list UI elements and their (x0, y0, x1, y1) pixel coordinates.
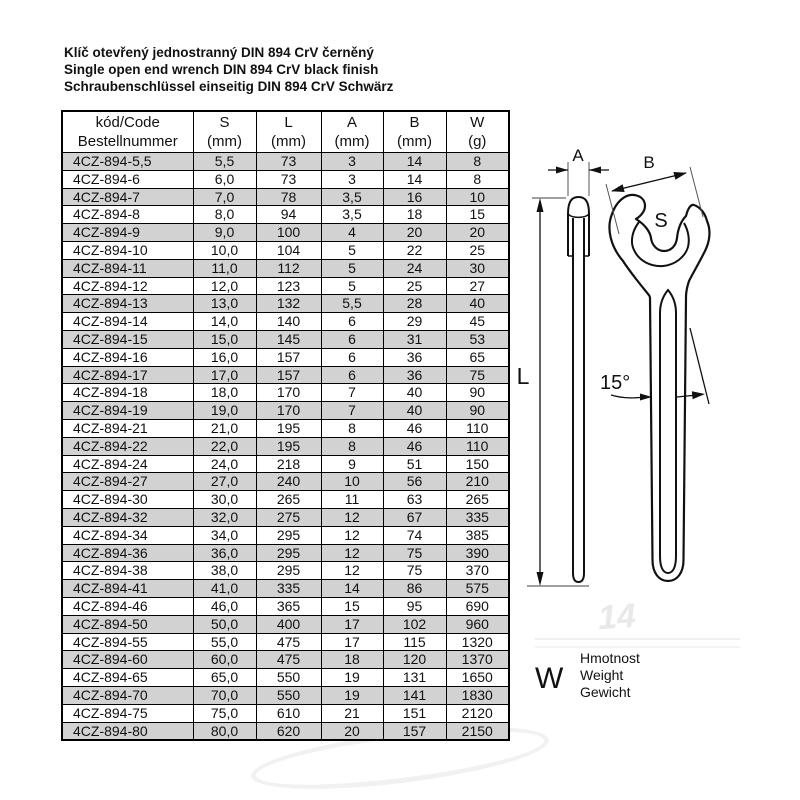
cell-l: 73 (256, 153, 321, 171)
arrowhead (589, 167, 601, 174)
cell-w: 8 (446, 170, 509, 188)
cell-b: 46 (383, 437, 446, 455)
wrench-side-view (568, 197, 589, 582)
table-row (62, 615, 509, 633)
cell-b: 36 (383, 366, 446, 384)
cell-l: 240 (256, 473, 321, 491)
cell-l: 275 (256, 508, 321, 526)
cell-s: 70,0 (193, 686, 256, 704)
cell-b: 46 (383, 419, 446, 437)
cell-b: 131 (383, 669, 446, 687)
cell-l: 475 (256, 633, 321, 651)
cell-s: 24,0 (193, 455, 256, 473)
cell-l: 132 (256, 295, 321, 313)
cell-l: 550 (256, 669, 321, 687)
angle-label: 15° (600, 372, 631, 394)
cell-l: 145 (256, 330, 321, 348)
cell-b: 14 (383, 170, 446, 188)
cell-code: 4CZ-894-34 (62, 526, 193, 544)
cell-s: 6,0 (193, 170, 256, 188)
dimension-l (517, 198, 589, 586)
cell-code: 4CZ-894-8 (62, 206, 193, 224)
table-row (62, 402, 509, 420)
cell-w: 2120 (446, 704, 509, 722)
cell-code: 4CZ-894-6 (62, 170, 193, 188)
cell-s: 21,0 (193, 419, 256, 437)
dim-a-label: A (572, 146, 584, 165)
table-row (62, 722, 509, 740)
title-german: Schraubenschlüssel einseitig DIN 894 CrV Schwärz (64, 79, 394, 94)
cell-a: 5 (321, 259, 383, 277)
dim-b-label: B (643, 153, 655, 172)
weight-legend-german: Gewicht (580, 684, 631, 700)
cell-w: 370 (446, 562, 509, 580)
cell-l: 475 (256, 651, 321, 669)
cell-code: 4CZ-894-21 (62, 419, 193, 437)
cell-code: 4CZ-894-75 (62, 704, 193, 722)
table-row (62, 419, 509, 437)
cell-s: 50,0 (193, 615, 256, 633)
table-row (62, 651, 509, 669)
cell-a: 15 (321, 597, 383, 615)
cell-l: 170 (256, 384, 321, 402)
cell-b: 102 (383, 615, 446, 633)
table-row (62, 669, 509, 687)
table-row (62, 295, 509, 313)
cell-w: 8 (446, 153, 509, 171)
cell-b: 40 (383, 384, 446, 402)
weight-legend-english: Weight (580, 667, 624, 683)
cell-a: 12 (321, 562, 383, 580)
table-row (62, 437, 509, 455)
cell-a: 12 (321, 544, 383, 562)
cell-a: 8 (321, 437, 383, 455)
cell-b: 74 (383, 526, 446, 544)
cell-a: 4 (321, 224, 383, 242)
cell-a: 3,5 (321, 206, 383, 224)
cell-code: 4CZ-894-7 (62, 188, 193, 206)
cell-l: 157 (256, 366, 321, 384)
cell-l: 365 (256, 597, 321, 615)
cell-l: 265 (256, 491, 321, 509)
cell-s: 13,0 (193, 295, 256, 313)
cell-w: 1830 (446, 686, 509, 704)
cell-b: 141 (383, 686, 446, 704)
cell-s: 34,0 (193, 526, 256, 544)
dimension-a (548, 146, 609, 196)
cell-l: 78 (256, 188, 321, 206)
cell-l: 104 (256, 241, 321, 259)
cell-a: 21 (321, 704, 383, 722)
cell-l: 400 (256, 615, 321, 633)
cell-l: 295 (256, 562, 321, 580)
table-row (62, 170, 509, 188)
cell-l: 73 (256, 170, 321, 188)
cell-code: 4CZ-894-18 (62, 384, 193, 402)
cell-code: 4CZ-894-30 (62, 491, 193, 509)
col-header-code-line1: kód/Code (95, 114, 160, 131)
table-row (62, 224, 509, 242)
side-view-head-sides (568, 213, 589, 256)
cell-a: 12 (321, 526, 383, 544)
table-row (62, 153, 509, 171)
cell-w: 10 (446, 188, 509, 206)
cell-s: 17,0 (193, 366, 256, 384)
table-row (62, 384, 509, 402)
cell-code: 4CZ-894-32 (62, 508, 193, 526)
cell-a: 5,5 (321, 295, 383, 313)
cell-a: 3,5 (321, 188, 383, 206)
cell-a: 8 (321, 419, 383, 437)
cell-code: 4CZ-894-15 (62, 330, 193, 348)
cell-b: 16 (383, 188, 446, 206)
cell-w: 53 (446, 330, 509, 348)
cell-w: 15 (446, 206, 509, 224)
cell-l: 610 (256, 704, 321, 722)
cell-a: 20 (321, 722, 383, 740)
cell-a: 3 (321, 170, 383, 188)
table-row (62, 188, 509, 206)
cell-a: 10 (321, 473, 383, 491)
cell-w: 335 (446, 508, 509, 526)
cell-s: 8,0 (193, 206, 256, 224)
table-row (62, 241, 509, 259)
cell-a: 7 (321, 384, 383, 402)
cell-l: 218 (256, 455, 321, 473)
cell-s: 46,0 (193, 597, 256, 615)
cell-w: 90 (446, 384, 509, 402)
cell-a: 5 (321, 241, 383, 259)
cell-s: 41,0 (193, 580, 256, 598)
cell-code: 4CZ-894-36 (62, 544, 193, 562)
title-english: Single open end wrench DIN 894 CrV black finish (64, 62, 379, 77)
cell-s: 60,0 (193, 651, 256, 669)
cell-b: 67 (383, 508, 446, 526)
cell-w: 210 (446, 473, 509, 491)
weight-legend (535, 650, 640, 700)
watermark-number: 14 (596, 596, 638, 638)
cell-w: 27 (446, 277, 509, 295)
cell-w: 90 (446, 402, 509, 420)
cell-a: 9 (321, 455, 383, 473)
cell-s: 15,0 (193, 330, 256, 348)
cell-b: 14 (383, 153, 446, 171)
cell-b: 151 (383, 704, 446, 722)
cell-a: 14 (321, 580, 383, 598)
col-header-a: A (mm) (321, 111, 383, 153)
table-row (62, 562, 509, 580)
side-view-cap-base (568, 214, 589, 217)
cell-code: 4CZ-894-24 (62, 455, 193, 473)
table-row (62, 491, 509, 509)
cell-w: 75 (446, 366, 509, 384)
arrowhead (556, 167, 568, 174)
cell-s: 55,0 (193, 633, 256, 651)
cell-a: 18 (321, 651, 383, 669)
cell-s: 65,0 (193, 669, 256, 687)
cell-a: 6 (321, 330, 383, 348)
table-row (62, 206, 509, 224)
cell-b: 28 (383, 295, 446, 313)
cell-b: 95 (383, 597, 446, 615)
cell-b: 31 (383, 330, 446, 348)
table-row (62, 455, 509, 473)
cell-l: 170 (256, 402, 321, 420)
col-header-code-line2: Bestellnummer (77, 133, 178, 150)
title-block (64, 44, 393, 95)
cell-l: 620 (256, 722, 321, 740)
arrowhead (611, 184, 625, 192)
cell-a: 6 (321, 313, 383, 331)
cell-w: 390 (446, 544, 509, 562)
cell-code: 4CZ-894-11 (62, 259, 193, 277)
dim-l-label: L (516, 363, 530, 389)
cell-a: 11 (321, 491, 383, 509)
arrowhead (537, 572, 544, 586)
cell-w: 2150 (446, 722, 509, 740)
cell-code: 4CZ-894-16 (62, 348, 193, 366)
cell-b: 75 (383, 562, 446, 580)
weight-legend-czech: Hmotnost (580, 650, 640, 666)
cell-code: 4CZ-894-17 (62, 366, 193, 384)
cell-b: 36 (383, 348, 446, 366)
dim-s-label: S (654, 210, 668, 232)
cell-b: 24 (383, 259, 446, 277)
cell-w: 30 (446, 259, 509, 277)
cell-s: 19,0 (193, 402, 256, 420)
cell-b: 29 (383, 313, 446, 331)
cell-code: 4CZ-894-9 (62, 224, 193, 242)
cell-w: 1320 (446, 633, 509, 651)
cell-l: 295 (256, 526, 321, 544)
cell-w: 40 (446, 295, 509, 313)
col-header-w: W (g) (446, 111, 509, 153)
table-row (62, 580, 509, 598)
cell-code: 4CZ-894-5,5 (62, 153, 193, 171)
cell-s: 27,0 (193, 473, 256, 491)
cell-b: 51 (383, 455, 446, 473)
cell-w: 110 (446, 419, 509, 437)
cell-s: 11,0 (193, 259, 256, 277)
cell-a: 5 (321, 277, 383, 295)
cell-l: 195 (256, 437, 321, 455)
cell-a: 3 (321, 153, 383, 171)
cell-s: 80,0 (193, 722, 256, 740)
cell-code: 4CZ-894-46 (62, 597, 193, 615)
title-czech: Klíč otevřený jednostranný DIN 894 CrV černěný (64, 45, 374, 60)
cell-b: 75 (383, 544, 446, 562)
cell-b: 86 (383, 580, 446, 598)
cell-code: 4CZ-894-13 (62, 295, 193, 313)
table-row (62, 597, 509, 615)
cell-b: 120 (383, 651, 446, 669)
cell-s: 14,0 (193, 313, 256, 331)
cell-b: 115 (383, 633, 446, 651)
cell-s: 18,0 (193, 384, 256, 402)
wrench-technical-drawing (505, 140, 800, 730)
cell-s: 30,0 (193, 491, 256, 509)
cell-code: 4CZ-894-65 (62, 669, 193, 687)
cell-w: 1650 (446, 669, 509, 687)
cell-l: 112 (256, 259, 321, 277)
cell-b: 25 (383, 277, 446, 295)
cell-l: 140 (256, 313, 321, 331)
cell-s: 36,0 (193, 544, 256, 562)
cell-code: 4CZ-894-10 (62, 241, 193, 259)
cell-l: 335 (256, 580, 321, 598)
cell-s: 75,0 (193, 704, 256, 722)
cell-s: 32,0 (193, 508, 256, 526)
cell-b: 56 (383, 473, 446, 491)
col-header-b: B (mm) (383, 111, 446, 153)
cell-code: 4CZ-894-50 (62, 615, 193, 633)
weight-symbol: W (535, 662, 564, 695)
table-row (62, 366, 509, 384)
table-row (62, 704, 509, 722)
side-view-shaft (573, 218, 584, 582)
cell-w: 45 (446, 313, 509, 331)
arrowhead (692, 391, 705, 399)
cell-s: 9,0 (193, 224, 256, 242)
cell-l: 195 (256, 419, 321, 437)
arrowhead (673, 172, 687, 180)
cell-l: 123 (256, 277, 321, 295)
cell-l: 157 (256, 348, 321, 366)
table-row (62, 544, 509, 562)
cell-code: 4CZ-894-70 (62, 686, 193, 704)
cell-b: 20 (383, 224, 446, 242)
cell-w: 1370 (446, 651, 509, 669)
table-row (62, 633, 509, 651)
cell-w: 385 (446, 526, 509, 544)
side-view-head-cap (568, 197, 589, 214)
cell-a: 7 (321, 402, 383, 420)
cell-s: 16,0 (193, 348, 256, 366)
table-row (62, 259, 509, 277)
col-header-s: S (mm) (193, 111, 256, 153)
cell-b: 22 (383, 241, 446, 259)
cell-w: 150 (446, 455, 509, 473)
cell-s: 5,5 (193, 153, 256, 171)
table-row (62, 277, 509, 295)
cell-s: 22,0 (193, 437, 256, 455)
table-row (62, 508, 509, 526)
cell-a: 6 (321, 348, 383, 366)
cell-w: 110 (446, 437, 509, 455)
cell-b: 18 (383, 206, 446, 224)
table-row (62, 686, 509, 704)
cell-w: 960 (446, 615, 509, 633)
cell-w: 690 (446, 597, 509, 615)
cell-b: 40 (383, 402, 446, 420)
table-row (62, 313, 509, 331)
cell-code: 4CZ-894-55 (62, 633, 193, 651)
cell-code: 4CZ-894-14 (62, 313, 193, 331)
cell-l: 295 (256, 544, 321, 562)
cell-a: 17 (321, 615, 383, 633)
cell-code: 4CZ-894-12 (62, 277, 193, 295)
cell-code: 4CZ-894-19 (62, 402, 193, 420)
cell-s: 10,0 (193, 241, 256, 259)
cell-a: 19 (321, 686, 383, 704)
cell-a: 12 (321, 508, 383, 526)
cell-code: 4CZ-894-38 (62, 562, 193, 580)
cell-w: 25 (446, 241, 509, 259)
arrowhead (537, 198, 544, 212)
col-header-code (62, 111, 193, 153)
cell-l: 550 (256, 686, 321, 704)
cell-w: 265 (446, 491, 509, 509)
table-header-row (62, 111, 509, 153)
col-header-l: L (mm) (256, 111, 321, 153)
cell-w: 65 (446, 348, 509, 366)
cell-a: 17 (321, 633, 383, 651)
cell-l: 100 (256, 224, 321, 242)
cell-code: 4CZ-894-22 (62, 437, 193, 455)
cell-l: 94 (256, 206, 321, 224)
cell-b: 157 (383, 722, 446, 740)
cell-b: 63 (383, 491, 446, 509)
cell-s: 12,0 (193, 277, 256, 295)
cell-a: 6 (321, 366, 383, 384)
cell-w: 20 (446, 224, 509, 242)
cell-code: 4CZ-894-80 (62, 722, 193, 740)
cell-s: 7,0 (193, 188, 256, 206)
table-row (62, 348, 509, 366)
cell-w: 575 (446, 580, 509, 598)
cell-a: 19 (321, 669, 383, 687)
cell-s: 38,0 (193, 562, 256, 580)
cell-code: 4CZ-894-60 (62, 651, 193, 669)
dimension-table (61, 110, 510, 741)
table-row (62, 526, 509, 544)
cell-code: 4CZ-894-27 (62, 473, 193, 491)
table-row (62, 473, 509, 491)
cell-code: 4CZ-894-41 (62, 580, 193, 598)
table-row (62, 330, 509, 348)
